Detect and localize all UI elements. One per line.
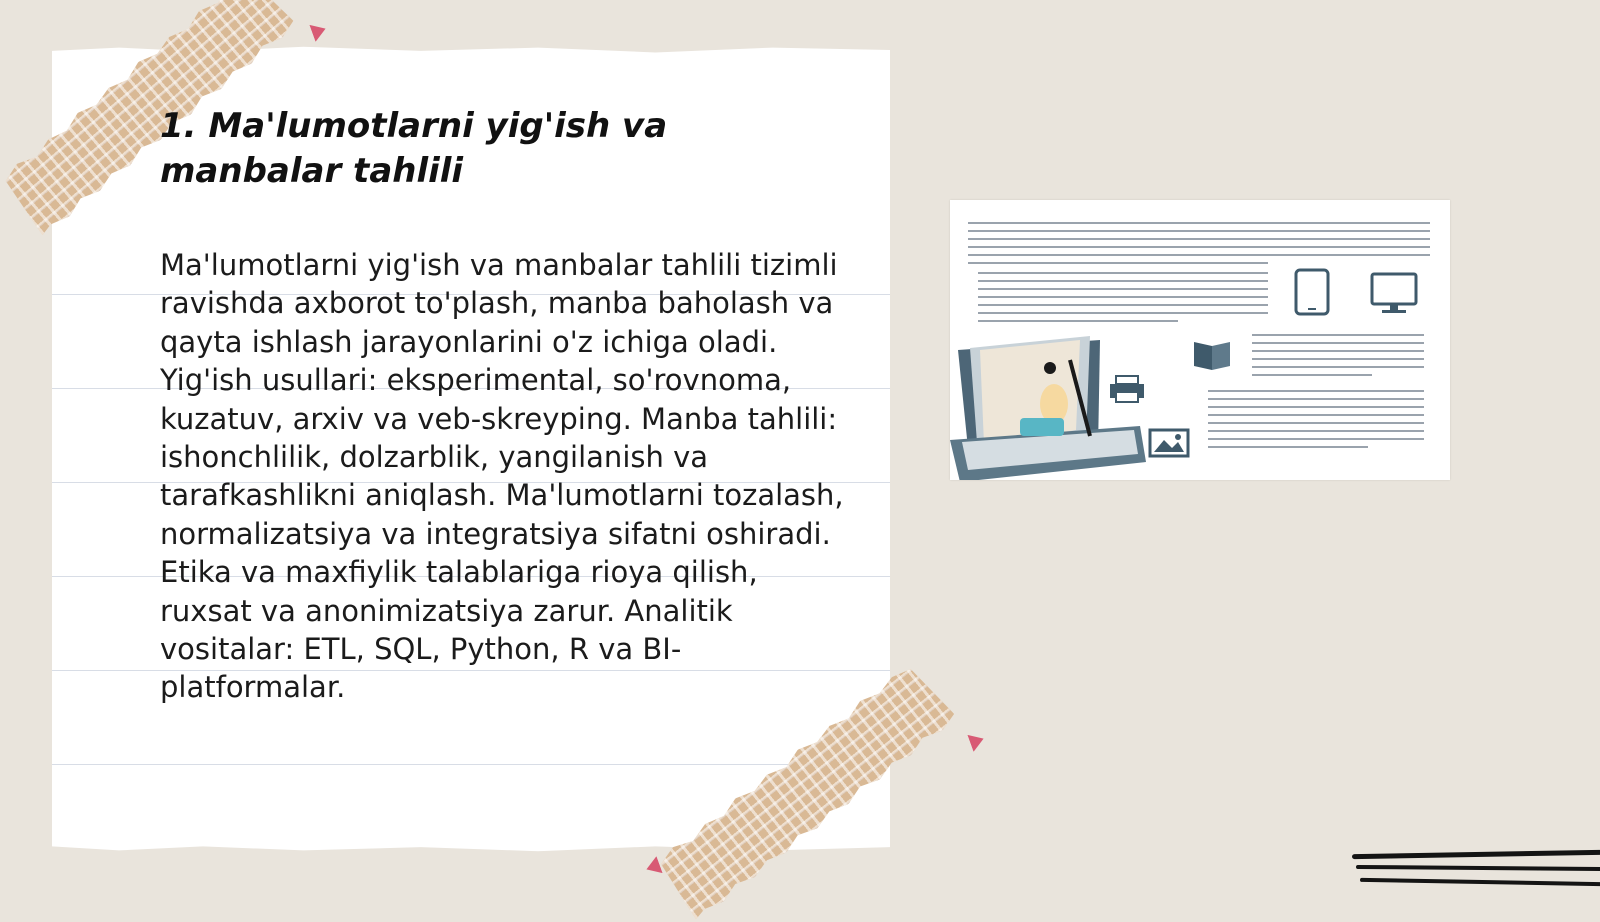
slide-title: 1. Ma'lumotlarni yig'ish va manbalar tahlili xyxy=(160,106,668,191)
tape-pin-right xyxy=(967,730,986,752)
document-thumbnail xyxy=(950,200,1450,480)
decorative-brush-stroke xyxy=(1352,850,1600,859)
image-icon xyxy=(1150,430,1188,456)
tape-pin-top xyxy=(309,20,328,42)
tape-pin-left xyxy=(643,856,662,878)
open-book-with-reader-illustration xyxy=(950,336,1146,480)
printer-icon xyxy=(1110,376,1144,402)
paper-rule-line xyxy=(52,764,890,765)
decorative-brush-stroke xyxy=(1356,865,1600,871)
slide-body-text: Ma'lumotlarni yig'ish va manbalar tahlili tizimli ravishda axborot to'plash, manba baholash va qayta ishlash jarayonlarini o'z ichiga oladi. Yig'ish usullari: eksperimental, so'rovnoma, kuzatuv, arxiv va veb-skreyping. Manba tahlili: ishonchlilik, dolzarblik, yangilanish va tarafkashlikni aniqlash. Ma'lumotlarni tozalash, normalizatsiya va integratsiya sifatni oshiradi. Etika va maxfiylik talablariga rioya qilish, ruxsat va anonimizatsiya zarur. Analitik vositalar: ETL, SQL, Python, R va BI-platformalar. xyxy=(160,248,844,705)
document-thumbnail-graphic xyxy=(950,200,1450,480)
monitor-icon xyxy=(1372,274,1416,313)
decorative-brush-stroke xyxy=(1360,878,1600,886)
tablet-icon xyxy=(1296,270,1328,314)
book-icon xyxy=(1194,342,1230,370)
